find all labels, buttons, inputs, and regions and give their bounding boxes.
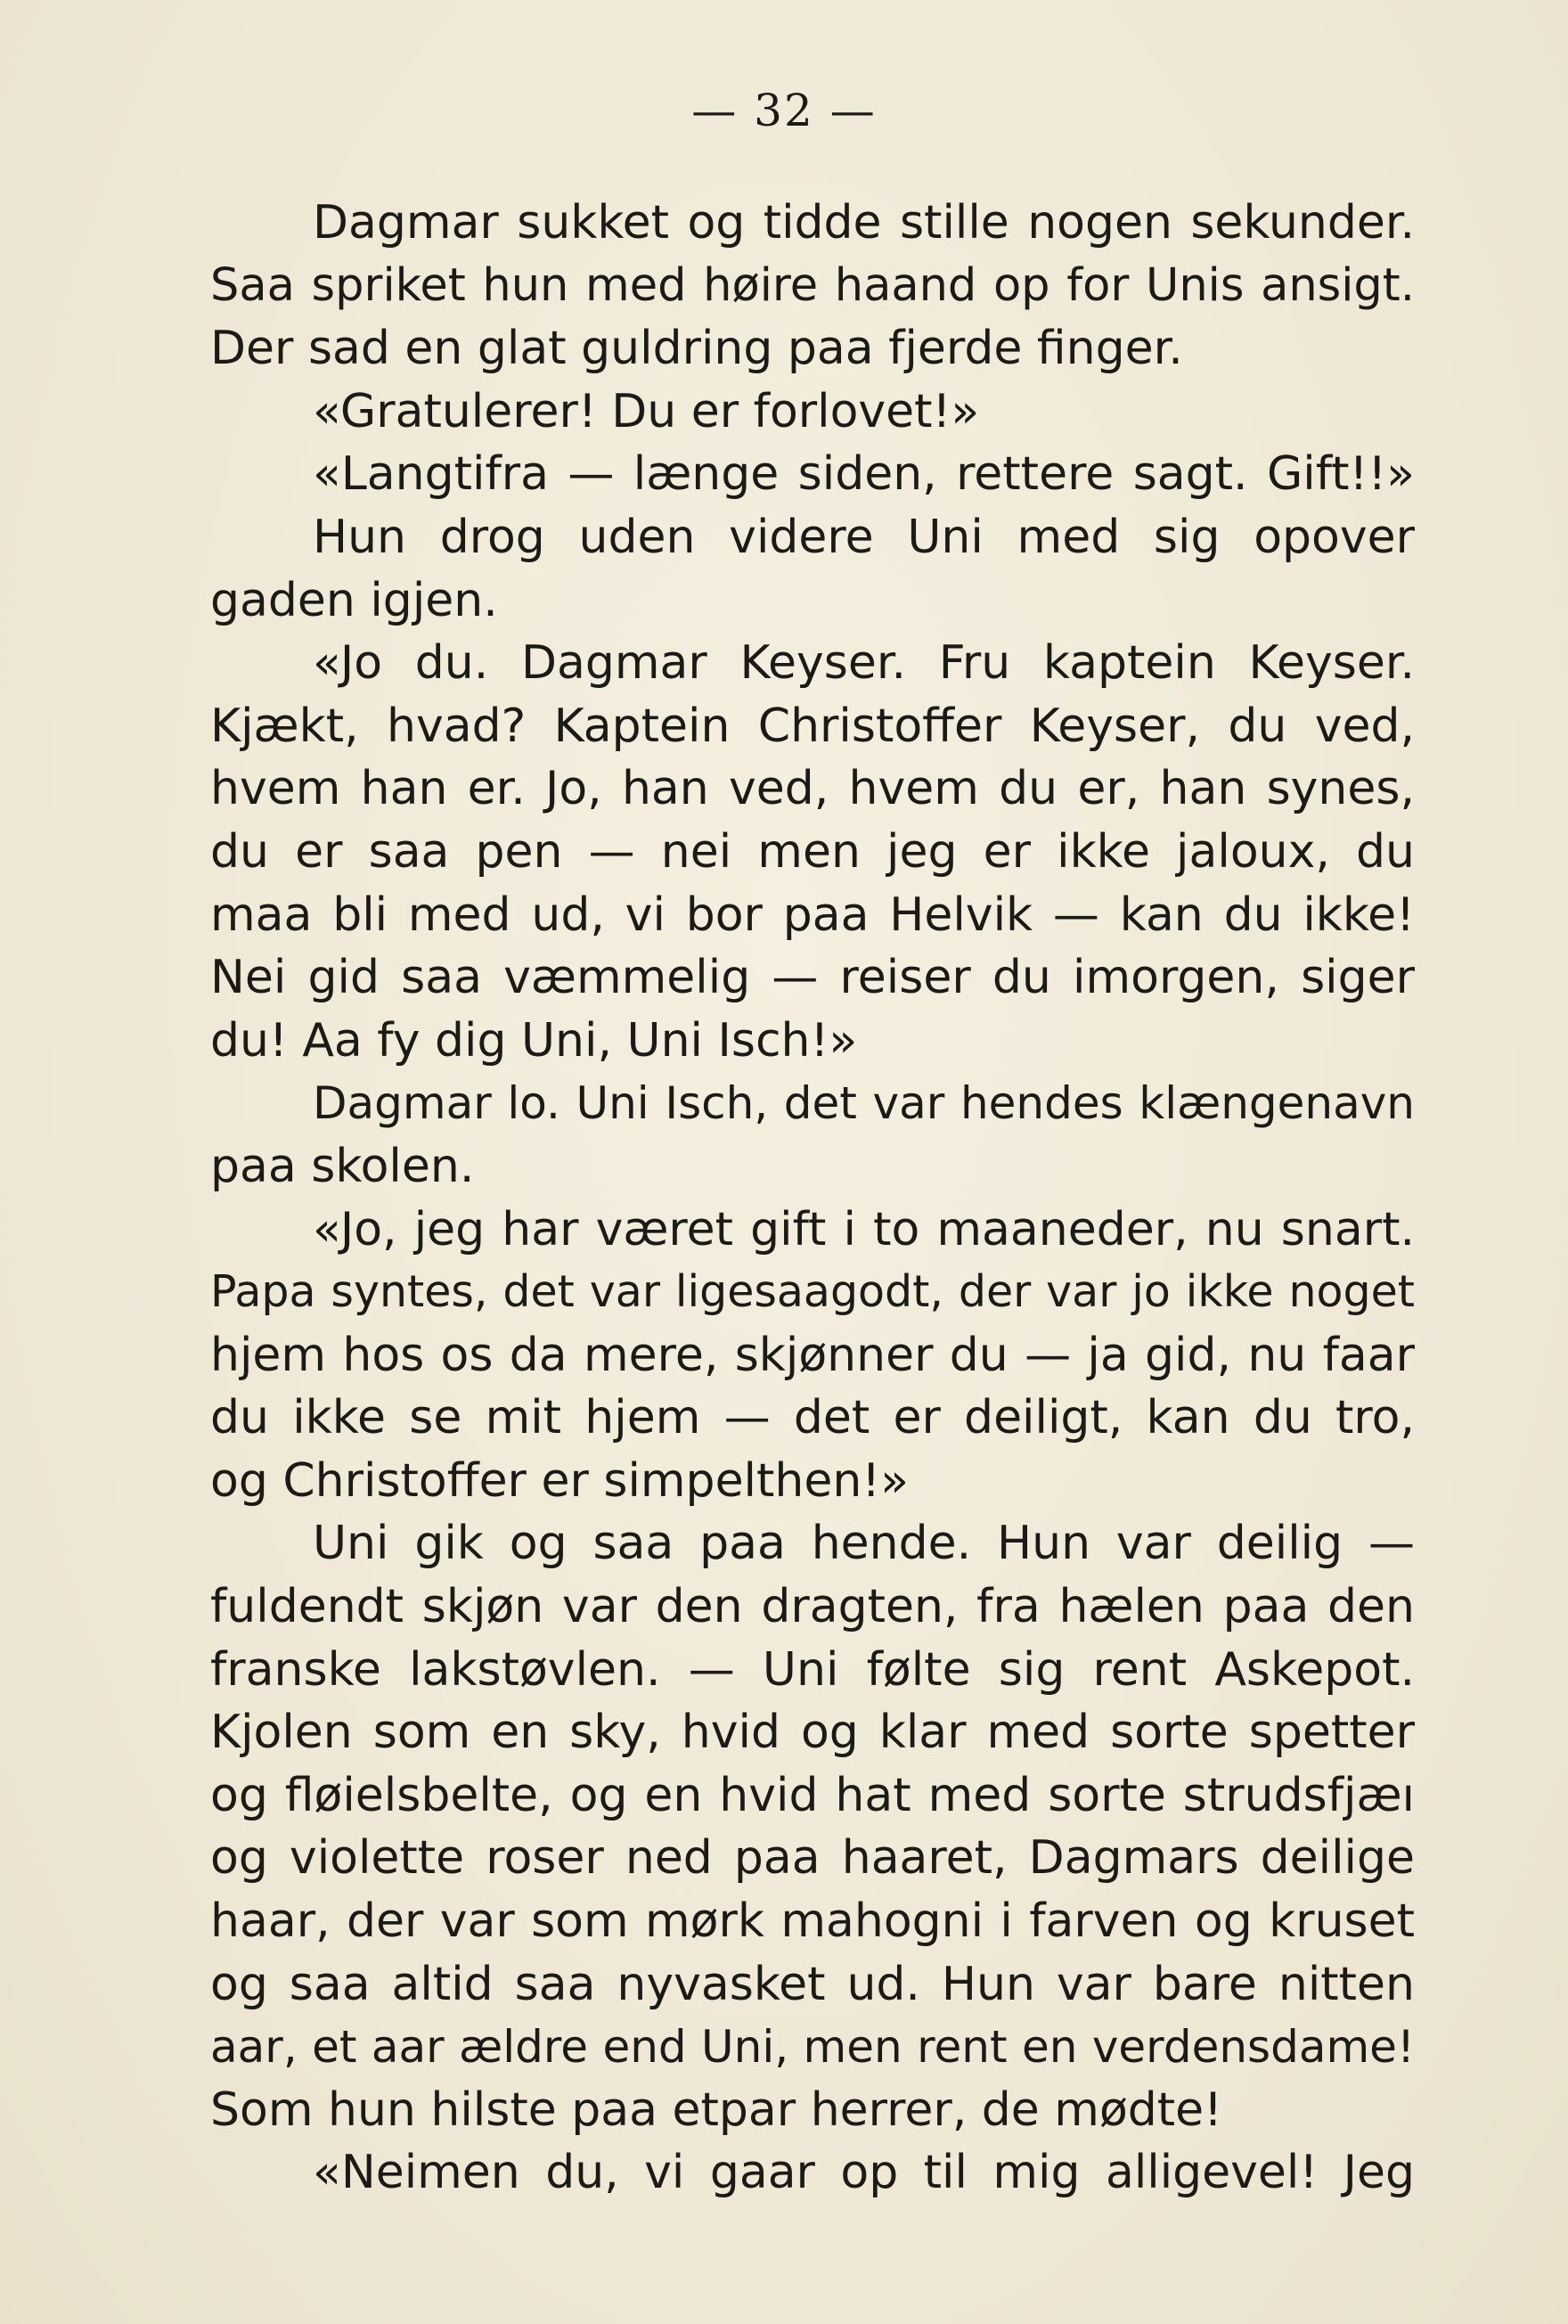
text-line: Kjolen som en sky, hvid og klar med sorte spetter	[210, 1706, 1415, 1760]
text-line: maa bli med ud, vi bor paa Helvik — kan du ikke!	[210, 888, 1415, 942]
text-line: «Gratulerer! Du er forlovet!»	[313, 384, 980, 438]
text-line: og violette roser ned paa haaret, Dagmars deilige	[210, 1831, 1415, 1886]
text-line: haar, der var som mørk mahogni i farven og kruset	[210, 1894, 1415, 1949]
text-line: og saa altid saa nyvasket ud. Hun var bare nitten	[210, 1957, 1415, 2011]
text-line: og fløielsbelte, og en hvid hat med sorte strudsfjæı	[210, 1768, 1415, 1822]
text-line: du ikke se mit hjem — det er deiligt, kan du tro,	[210, 1391, 1415, 1445]
text-line: hjem hos os da mere, skjønner du — ja gid, nu faar	[210, 1328, 1415, 1382]
text-line: aar, et aar ældre end Uni, men rent en verdensdame!	[210, 2021, 1415, 2074]
text-line: og Christoffer er simpelthen!»	[210, 1453, 909, 1508]
text-line: Der sad en glat guldring paa fjerde finger.	[210, 322, 1183, 376]
text-line: Uni gik og saa paa hende. Hun var deilig —	[313, 1517, 1415, 1571]
text-line: Hun drog uden videre Uni med sig opover	[313, 510, 1415, 564]
text-line: hvem han er. Jo, han ved, hvem du er, han synes,	[210, 762, 1415, 816]
text-line: du! Aa fy dig Uni, Uni Isch!»	[210, 1013, 858, 1068]
body-text	[210, 192, 1415, 2205]
text-line: fuldendt skjøn var den dragten, fra hælen paa den	[210, 1580, 1415, 1634]
text-line: «Jo, jeg har været gift i to maaneder, nu snart.	[313, 1202, 1415, 1256]
text-line: Nei gid saa væmmelig — reiser du imorgen, siger	[210, 951, 1415, 1005]
page-number: — 32 —	[691, 85, 877, 136]
text-line: paa skolen.	[210, 1139, 475, 1193]
text-line: franske lakstøvlen. — Uni følte sig rent Askepot.	[210, 1642, 1415, 1697]
text-line: Saa spriket hun med høire haand op for Unis ansigt.	[210, 258, 1415, 312]
text-line: Dagmar sukket og tidde stille nogen sekunder.	[313, 196, 1415, 250]
text-line: gaden igjen.	[210, 573, 498, 627]
text-line: «Jo du. Dagmar Keyser. Fru kaptein Keyser.	[313, 636, 1415, 691]
text-line: Som hun hilste paa etpar herrer, de mødte!	[210, 2083, 1223, 2137]
text-line: du er saa pen — nei men jeg er ikke jaloux, du	[210, 824, 1415, 879]
text-line: «Neimen du, vi gaar op til mig alligevel! Jeg	[313, 2146, 1415, 2200]
text-line: Dagmar lo. Uni Isch, det var hendes klængenavn	[313, 1077, 1415, 1130]
text-line: Kjækt, hvad? Kaptein Christoffer Keyser, du ved,	[210, 699, 1415, 753]
text-line: «Langtifra — længe siden, rettere sagt. Gift!!»	[313, 447, 1415, 502]
text-line: Papa syntes, det var ligesaagodt, der var jo ikke noget	[210, 1266, 1415, 1318]
